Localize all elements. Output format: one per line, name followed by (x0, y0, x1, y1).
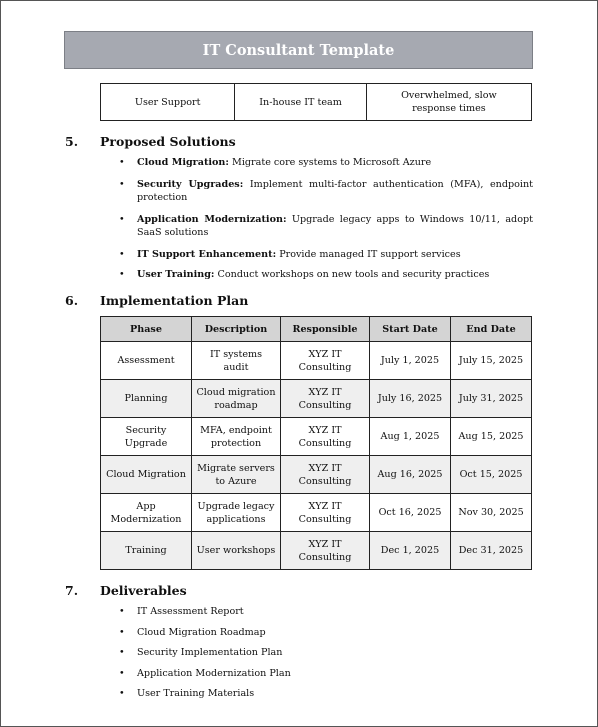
table-cell: XYZ IT Consulting (281, 494, 370, 532)
list-item (119, 213, 533, 240)
section-title: Implementation Plan (100, 293, 249, 308)
table-cell: XYZ IT Consulting (281, 418, 370, 456)
column-header: End Date (451, 317, 532, 342)
list-item (119, 605, 533, 619)
bullet-icon: • (119, 647, 125, 658)
item-text: User Training Materials (137, 688, 255, 699)
bullet-icon: • (119, 269, 125, 280)
list-item (119, 646, 533, 660)
table-row (101, 418, 532, 456)
table-cell: Assessment (101, 342, 192, 380)
bullet-icon: • (119, 213, 125, 225)
table-cell: July 1, 2025 (370, 342, 451, 380)
table-cell: Upgrade legacy applications (192, 494, 281, 532)
item-text: Implement multi-factor authentication (MFA), endpoint protection (137, 178, 533, 203)
table-cell: Overwhelmed, slow response times (366, 84, 531, 121)
section-title: Deliverables (100, 583, 187, 598)
table-cell: Cloud migration roadmap (192, 380, 281, 418)
table-row (101, 494, 532, 532)
section-number: 6. (65, 293, 79, 308)
table-cell: IT systems audit (192, 342, 281, 380)
implementation-plan-table (100, 316, 532, 570)
table-cell: Security Upgrade (101, 418, 192, 456)
item-text: Conduct workshops on new tools and security practices (217, 269, 490, 280)
table-cell: Aug 16, 2025 (370, 456, 451, 494)
table-cell: XYZ IT Consulting (281, 532, 370, 570)
bullet-icon: • (119, 626, 125, 638)
table-cell: July 15, 2025 (451, 342, 532, 380)
section-title: Proposed Solutions (100, 134, 236, 149)
page-title: IT Consultant Template (202, 41, 395, 59)
table-row (101, 532, 532, 570)
item-text: Cloud Migration Roadmap (137, 626, 266, 638)
table-cell: Training (101, 532, 192, 570)
table-cell: User Support (101, 84, 235, 121)
column-header: Description (192, 317, 281, 342)
table-cell: XYZ IT Consulting (281, 456, 370, 494)
table-cell: App Modernization (101, 494, 192, 532)
list-item (119, 667, 533, 681)
table-row (101, 342, 532, 380)
list-item (119, 268, 533, 282)
bullet-icon: • (119, 667, 125, 679)
deliverables-list (119, 605, 533, 701)
list-item (119, 178, 533, 205)
bullet-icon: • (119, 688, 125, 699)
table-row (101, 380, 532, 418)
item-text: Application Modernization Plan (137, 667, 291, 679)
bullet-icon: • (119, 157, 125, 168)
table-cell: Planning (101, 380, 192, 418)
list-item (119, 156, 533, 170)
table-cell: Migrate servers to Azure (192, 456, 281, 494)
item-label: Cloud Migration: (137, 157, 229, 168)
table-header-row (101, 317, 532, 342)
bullet-icon: • (119, 248, 125, 260)
table-cell: Aug 1, 2025 (370, 418, 451, 456)
bullet-icon: • (119, 606, 125, 617)
table-cell: Oct 16, 2025 (370, 494, 451, 532)
table-cell: MFA, endpoint protection (192, 418, 281, 456)
section-number: 5. (65, 134, 79, 149)
column-header: Responsible (281, 317, 370, 342)
table-cell: In-house IT team (235, 84, 367, 121)
item-text: Security Implementation Plan (137, 647, 283, 658)
table-cell: Dec 1, 2025 (370, 532, 451, 570)
top-table-fragment (100, 83, 532, 121)
section-number: 7. (65, 583, 79, 598)
table-cell: Nov 30, 2025 (451, 494, 532, 532)
item-label: Application Modernization: (137, 213, 287, 225)
bullet-icon: • (119, 178, 125, 190)
table-cell: XYZ IT Consulting (281, 380, 370, 418)
table-cell: Oct 15, 2025 (451, 456, 532, 494)
item-text: Provide managed IT support services (279, 248, 461, 260)
table-row (101, 84, 532, 121)
column-header: Phase (101, 317, 192, 342)
table-cell: XYZ IT Consulting (281, 342, 370, 380)
item-text: Migrate core systems to Microsoft Azure (232, 157, 432, 168)
table-row (101, 456, 532, 494)
item-label: User Training: (137, 269, 215, 280)
list-item (119, 687, 533, 701)
list-item (119, 626, 533, 640)
table-cell: Aug 15, 2025 (451, 418, 532, 456)
table-cell: Dec 31, 2025 (451, 532, 532, 570)
list-item (119, 248, 533, 262)
column-header: Start Date (370, 317, 451, 342)
solutions-list (119, 156, 533, 282)
table-cell: July 31, 2025 (451, 380, 532, 418)
item-label: Security Upgrades: (137, 178, 244, 190)
table-cell: July 16, 2025 (370, 380, 451, 418)
item-text: IT Assessment Report (137, 606, 244, 617)
title-banner (64, 31, 533, 69)
item-text: Upgrade legacy apps to Windows 10/11, adopt SaaS solutions (137, 213, 533, 238)
item-label: IT Support Enhancement: (137, 248, 277, 260)
table-cell: Cloud Migration (101, 456, 192, 494)
table-cell: User workshops (192, 532, 281, 570)
